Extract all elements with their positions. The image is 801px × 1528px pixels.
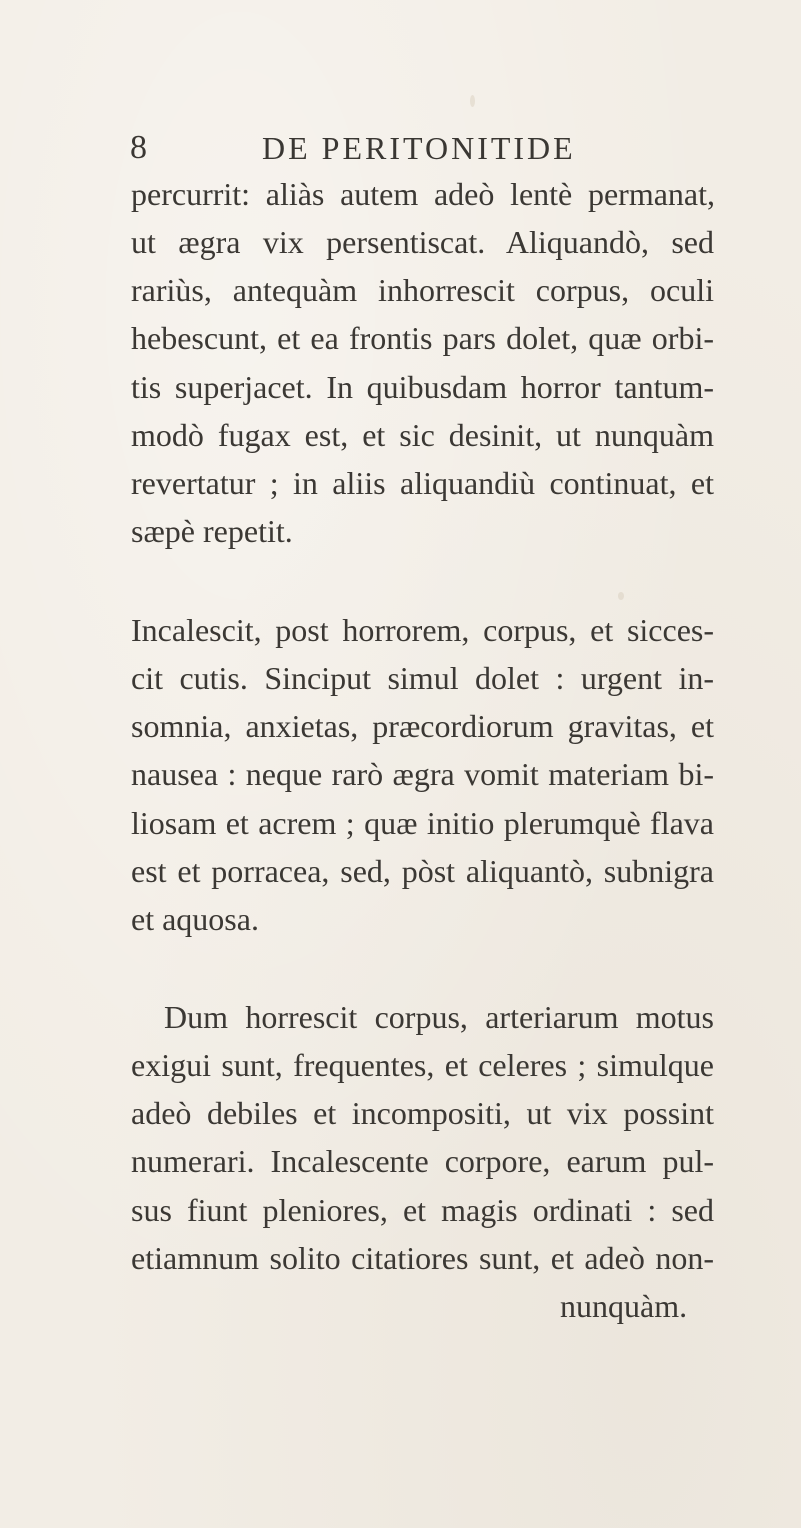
text-line: exigui sunt, frequentes, et celeres ; simulque bbox=[131, 1047, 714, 1083]
text-line: ut ægra vix persentiscat. Aliquandò, sed bbox=[131, 224, 714, 260]
text-line: et aquosa. bbox=[131, 901, 259, 937]
text-line: tis superjacet. In quibusdam horror tantum- bbox=[131, 369, 714, 405]
text-line: nunquàm. bbox=[560, 1288, 688, 1324]
running-title: DE PERITONITIDE bbox=[262, 130, 576, 166]
paper-stain bbox=[470, 95, 475, 107]
text-line: somnia, anxietas, præcordiorum gravitas, et bbox=[131, 708, 714, 744]
text-line: etiamnum solito citatiores sunt, et adeò non- bbox=[131, 1240, 714, 1276]
text-line: liosam et acrem ; quæ initio plerumquè flava bbox=[131, 805, 714, 841]
paper-stain bbox=[618, 592, 624, 600]
text-line: revertatur ; in aliis aliquandiù continuat, et bbox=[131, 465, 714, 501]
text-line: cit cutis. Sinciput simul dolet : urgent in- bbox=[131, 660, 714, 696]
text-line: modò fugax est, et sic desinit, ut nunquàm bbox=[131, 417, 714, 453]
text-line: rariùs, antequàm inhorrescit corpus, oculi bbox=[131, 272, 714, 308]
text-line: Incalescit, post horrorem, corpus, et sicces- bbox=[131, 612, 714, 648]
text-line: hebescunt, et ea frontis pars dolet, quæ orbi- bbox=[131, 320, 714, 356]
text-line: sæpè repetit. bbox=[131, 513, 293, 549]
text-line: nausea : neque rarò ægra vomit materiam bi- bbox=[131, 756, 714, 792]
text-line: Dum horrescit corpus, arteriarum motus bbox=[164, 999, 714, 1035]
text-line: adeò debiles et incompositi, ut vix possint bbox=[131, 1095, 714, 1131]
text-line: est et porracea, sed, pòst aliquantò, subnigra bbox=[131, 853, 714, 889]
text-line: numerari. Incalescente corpore, earum pul- bbox=[131, 1143, 714, 1179]
running-head bbox=[0, 128, 801, 168]
text-line: percurrit: aliàs autem adeò lentè permanat, bbox=[131, 176, 715, 212]
text-line: sus fiunt pleniores, et magis ordinati : sed bbox=[131, 1192, 714, 1228]
page-number: 8 bbox=[130, 129, 148, 166]
